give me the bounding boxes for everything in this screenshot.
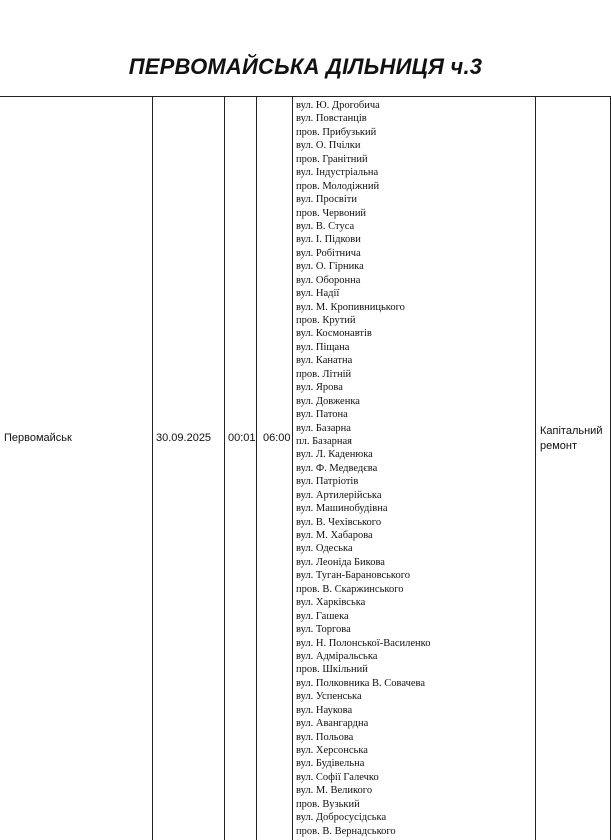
street-item: вул. Надії bbox=[296, 288, 340, 300]
street-list bbox=[296, 99, 430, 838]
street-item: вул. Авангардна bbox=[296, 718, 369, 730]
street-item: вул. Базарна bbox=[296, 422, 351, 434]
street-item: вул. Індустріальна bbox=[296, 167, 379, 179]
street-item: пров. Прибузький bbox=[296, 126, 377, 138]
street-item: вул. Канатна bbox=[296, 355, 353, 367]
street-item: вул. Л. Каденюка bbox=[296, 449, 373, 461]
start-time-cell: 00:01 bbox=[228, 432, 256, 444]
street-item: вул. Робітнича bbox=[296, 247, 361, 259]
street-item: вул. Космонавтів bbox=[296, 328, 372, 340]
street-item: вул. М. Хабарова bbox=[296, 530, 373, 541]
street-item: вул. Добросусідська bbox=[296, 812, 387, 824]
street-item: вул. Харківська bbox=[296, 597, 366, 609]
street-item: вул. Патона bbox=[296, 409, 348, 421]
street-item: вул. Одеська bbox=[296, 543, 353, 555]
city-cell: Первомайськ bbox=[4, 432, 72, 444]
street-item: пров. В. Вернадського bbox=[296, 825, 396, 837]
street-item: вул. Оборонна bbox=[296, 274, 361, 286]
street-item: вул. І. Підкови bbox=[296, 234, 361, 246]
street-item: вул. Машинобудівна bbox=[296, 503, 388, 515]
street-item: вул. О. Гірника bbox=[296, 261, 364, 273]
street-item: пров. Молодіжний bbox=[296, 180, 380, 192]
column-divider-city bbox=[152, 96, 153, 840]
street-item: вул. М. Великого bbox=[296, 785, 373, 797]
reason-cell bbox=[540, 424, 602, 454]
street-item: вул. Патріотів bbox=[296, 476, 359, 488]
street-item: вул. Довженка bbox=[296, 395, 360, 407]
street-item: вул. Будівельна bbox=[296, 758, 365, 770]
street-item: вул. Адміральська bbox=[296, 650, 378, 662]
street-item: пл. Базарная bbox=[296, 435, 352, 447]
street-item: вул. Польова bbox=[296, 731, 354, 743]
street-item: вул. Леоніда Бикова bbox=[296, 556, 385, 568]
street-item: вул. Туган-Барановського bbox=[296, 570, 411, 582]
street-item: пров. Гранітний bbox=[296, 153, 368, 165]
street-item: пров. Шкільний bbox=[296, 664, 368, 676]
column-divider-end bbox=[292, 96, 293, 840]
street-item: вул. М. Кропивницького bbox=[296, 301, 405, 313]
street-item: вул. Торгова bbox=[296, 624, 351, 636]
reason-line-1: Капітальний bbox=[540, 425, 603, 437]
street-item: вул. Піщана bbox=[296, 341, 350, 353]
street-item: вул. Херсонська bbox=[296, 745, 368, 756]
street-item: вул. Софії Галечко bbox=[296, 771, 379, 783]
street-item: пров. Вузький bbox=[296, 798, 360, 810]
street-item: вул. О. Пчілки bbox=[296, 140, 361, 152]
street-item: вул. Ю. Дрогобича bbox=[296, 100, 380, 111]
table-top-border bbox=[0, 96, 611, 97]
street-item: вул. В. Чехівського bbox=[296, 516, 382, 528]
street-item: вул. Полковника В. Совачева bbox=[296, 677, 426, 689]
outage-table bbox=[0, 96, 611, 840]
street-item: пров. Літній bbox=[296, 368, 352, 380]
street-item: пров. Червоний bbox=[296, 207, 367, 219]
date-cell: 30.09.2025 bbox=[156, 432, 212, 444]
street-item: вул. Наукова bbox=[296, 704, 353, 716]
street-item: вул. Гашека bbox=[296, 610, 349, 622]
end-time-cell: 06:00 bbox=[263, 432, 291, 444]
street-item: вул. Повстанців bbox=[296, 113, 367, 125]
column-divider-streets bbox=[535, 96, 536, 840]
column-divider-date bbox=[224, 96, 225, 840]
street-item: вул. Успенська bbox=[296, 691, 362, 703]
street-item: пров. Крутий bbox=[296, 315, 356, 326]
street-item: вул. Ярова bbox=[296, 382, 343, 394]
street-item: вул. Ф. Медведєва bbox=[296, 462, 378, 474]
street-item: вул. Просвіти bbox=[296, 194, 357, 206]
column-divider-start bbox=[256, 96, 257, 840]
street-item: вул. Артилерійська bbox=[296, 489, 382, 501]
street-item: пров. В. Скаржинського bbox=[296, 583, 404, 595]
street-item: вул. В. Стуса bbox=[296, 220, 355, 232]
page-title: ПЕРВОМАЙСЬКА ДІЛЬНИЦЯ ч.3 bbox=[128, 54, 483, 79]
reason-line-2: ремонт bbox=[540, 440, 578, 452]
street-item: вул. Н. Полонської-Василенко bbox=[296, 637, 431, 649]
